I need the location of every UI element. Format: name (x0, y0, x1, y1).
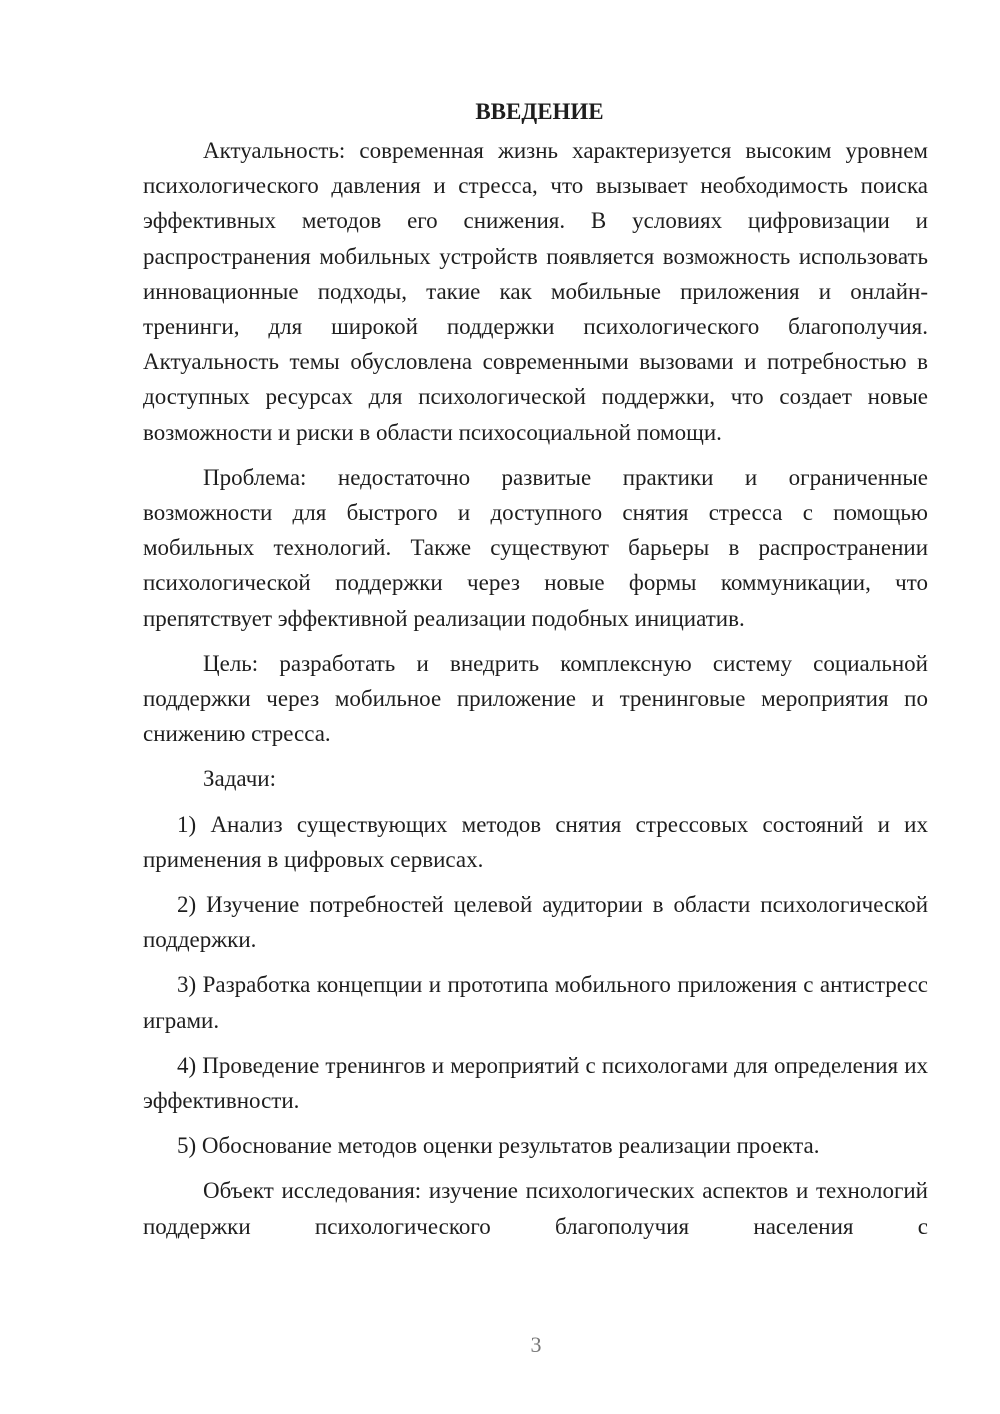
paragraph-goal: Цель: разработать и внедрить комплексную систему социальной поддержки через мобильное приложение и тренинговые мероприятия по снижению стресса. (143, 650, 928, 747)
paragraph-relevance: Актуальность: современная жизнь характеризуется высоким уровнем психологического давления и стресса, что вызывает необходимость поиска эффективных методов его снижения. В условиях цифровизации и распространения мобильных устройств появляется возможность использовать инновационные подходы, такие как мобильные приложения и онлайн-тренинги, для широкой поддержки психологического благополучия. Актуальность темы обусловлена современными вызовами и потребностью в доступных ресурсах для психологической поддержки, что создает новые возможности и риски в области психосоциальной помощи. (143, 138, 928, 445)
page-number: 3 (530, 1332, 542, 1357)
document-body (143, 93, 928, 1244)
paragraph-tasks-heading: Задачи: (203, 766, 276, 792)
task-item-3: 3) Разработка концепции и прототипа мобильного приложения с антистресс играми. (143, 972, 928, 1033)
task-item-5: 5) Обоснование методов оценки результатов реализации проекта. (177, 1133, 820, 1159)
task-item-1: 1) Анализ существующих методов снятия стрессовых состояний и их применения в цифровых сервисах. (143, 811, 928, 872)
task-item-2: 2) Изучение потребностей целевой аудитории в области психологической поддержки. (143, 892, 928, 953)
paragraph-problem: Проблема: недостаточно развитые практики и ограниченные возможности для быстрого и доступного снятия стресса с помощью мобильных технологий. Также существуют барьеры в распространении психологической поддержки через новые формы коммуникации, что препятствует эффективной реализации подобных инициатив. (143, 464, 928, 631)
task-item-4: 4) Проведение тренингов и мероприятий с психологами для определения их эффективности. (143, 1052, 928, 1114)
section-title: ВВЕДЕНИЕ (475, 99, 604, 124)
paragraph-research-object: Объект исследования: изучение психологических аспектов и технологий поддержки психологического благополучия населения с (143, 1178, 928, 1239)
